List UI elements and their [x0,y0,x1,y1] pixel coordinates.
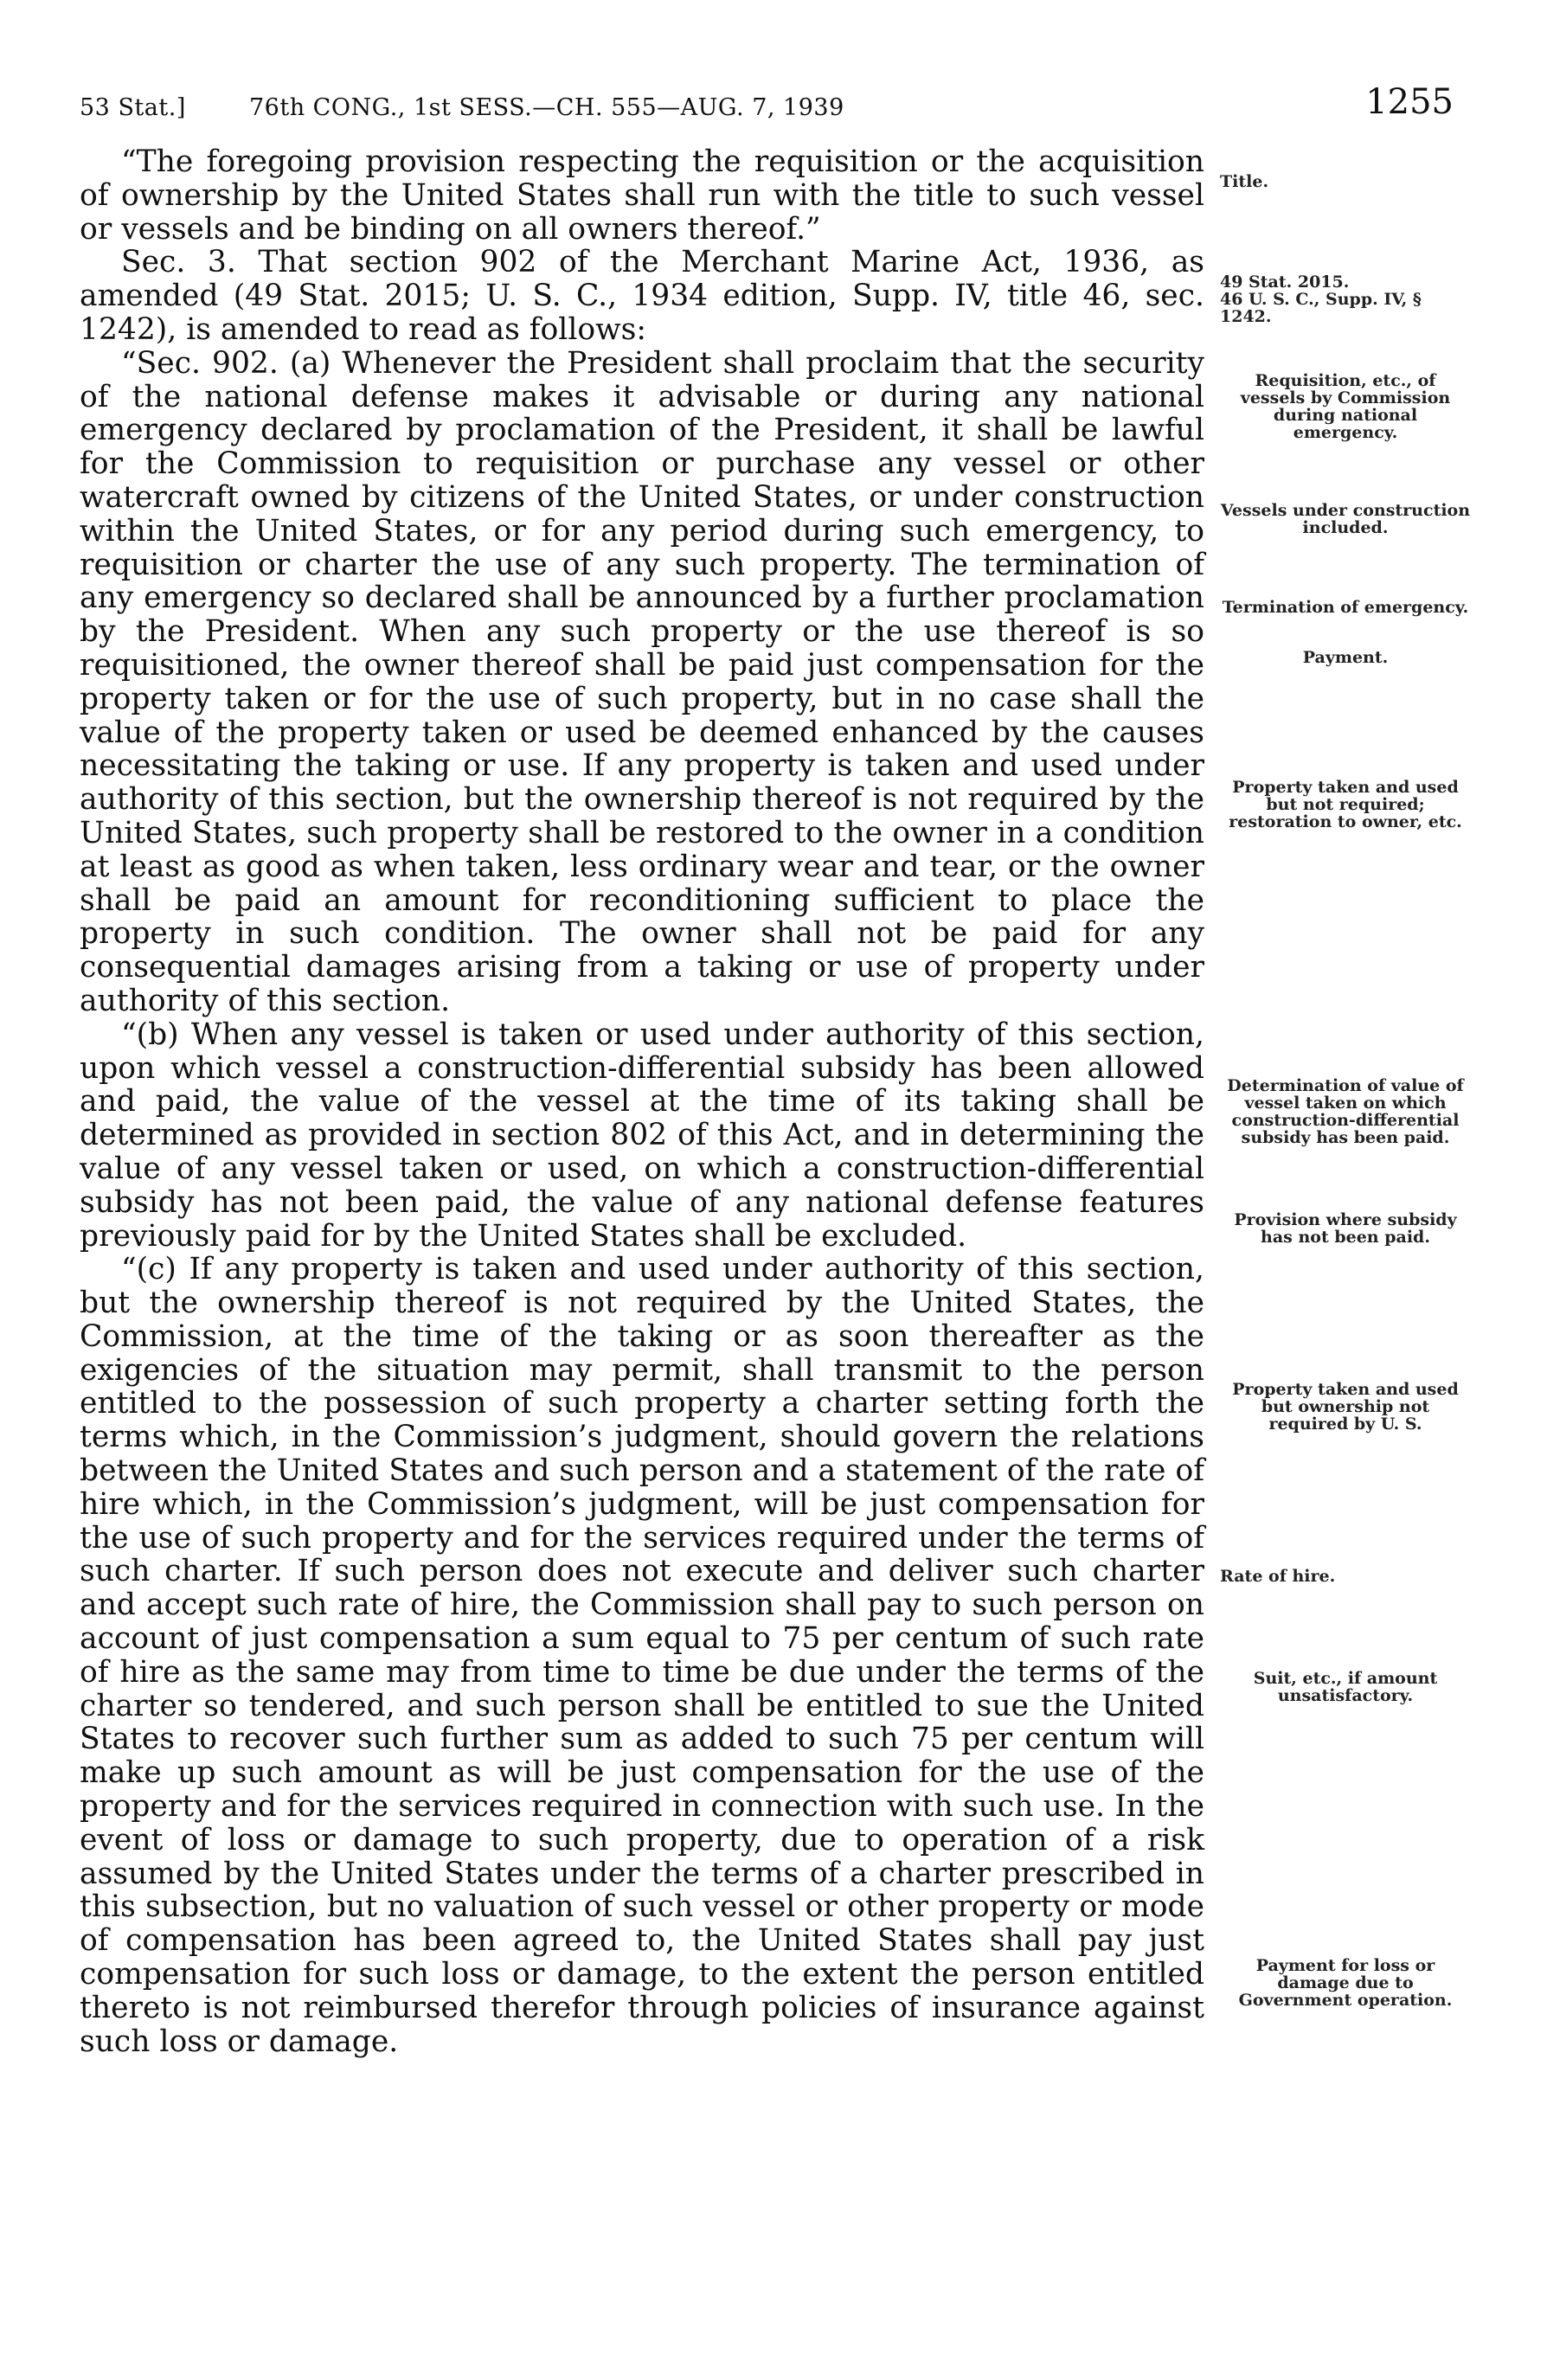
margin-note-subsidy-not-paid: Provision where subsidy has not been paid. [1234,1210,1457,1247]
page-number: 1255 [1365,82,1454,122]
page-header [80,82,1460,134]
paragraph-section-902-b: “(b) When any vessel is taken or used under authority of this section, upon which vessel a construction-differential subsidy has been allowed and paid, the value of the vessel at the time of its taking shall be determined as provided in section 802 of this Act, and in determining the value of any vessel taken or used, on which a construction-differential subsidy has not been paid, the value of any national defense features previously paid for by the United States shall be excluded. [80,1017,1204,1254]
margin-note-ownership-not-required: Property taken and used but ownership not required by U. S. [1232,1380,1459,1434]
paragraph-section-902-a: “Sec. 902. (a) Whenever the President shall proclaim that the security of the national defense makes it advisable or during any national emergency declared by proclamation of the President, it shall be lawful for the Commission to requisition or purchase any vessel or other watercraft owned by citizens of the United States, or under construction within the United States, or for any period during such emergency, to requisition or charter the use of any such property. The termination of any emergency so declared shall be announced by a further proclamation by the President. When any such property or the use thereof is so requisitioned, the owner thereof shall be paid just compensation for the property taken or for the use of such property, but in no case shall the value of the property taken or used be deemed enhanced by the causes necessitating the taking or use. If any property is taken and used under authority of this section, but the ownership thereof is not required by the United States, such property shall be restored to the owner in a condition at least as good as when taken, less ordinary wear and tear, or the owner shall be paid an amount for reconditioning sufficient to place the property in such condition. The owner shall not be paid for any consequential damages arising from a taking or use of property under authority of this section. [80,345,1204,1018]
margin-note-requisition: Requisition, etc., of vessels by Commission during national emergency. [1240,371,1451,442]
margin-note-property-restoration: Property taken and used but not required; restoration to owner, etc. [1229,778,1462,831]
margin-note-subsidy-paid: Determination of value of vessel taken on which construction-differential subsidy has been paid. [1227,1076,1464,1147]
main-text [80,145,1204,2058]
margin-note-termination: Termination of emergency. [1222,598,1469,617]
congress-session-line: 76th CONG., 1st SESS.—CH. 555—AUG. 7, 1939 [249,94,844,121]
margin-note-rate-of-hire: Rate of hire. [1220,1567,1336,1586]
margin-note-title: Title. [1220,172,1269,191]
paragraph-section-3: Sec. 3. That section 902 of the Merchant Marine Act, 1936, as amended (49 Stat. 2015; U. S. C., 1934 edition, Supp. IV, title 46, sec. 1242), is amended to read as follows: [80,245,1204,347]
margin-note-loss-damage: Payment for loss or damage due to Government operation. [1238,1956,1453,2010]
paragraph-title-provision: “The foregoing provision respecting the requisition or the acquisition of ownership by the United States shall run with the title to such vessel or vessels and be binding on all owners thereof.” [80,144,1204,247]
statute-reference: 53 Stat.] [80,94,186,121]
paragraph-section-902-c: “(c) If any property is taken and used under authority of this section, but the ownership thereof is not required by the United States, the Commission, at the time of the taking or as soon thereafter as the exigencies of the situation may permit, shall transmit to the person entitled to the possession of such property a charter setting forth the terms which, in the Commission’s judgment, should govern the relations between the United States and such person and a statement of the rate of hire which, in the Commission’s judgment, will be just compensation for the use of such property and for the services required under the terms of such charter. If such person does not execute and deliver such charter and accept such rate of hire, the Commission shall pay to such person on account of just compensation a sum equal to 75 per centum of such rate of hire as the same may from time to time be due under the terms of the charter so tendered, and such person shall be entitled to sue the United States to recover such further sum as added to such 75 per centum will make up such amount as will be just compensation for the use of the property and for the services required in connection with such use. In the event of loss or damage to such property, due to operation of a risk assumed by the United States under the terms of a charter prescribed in this subsection, but no valuation of such vessel or other property or mode of compensation has been agreed to, the United States shall pay just compensation for such loss or damage, to the extent the person entitled thereto is not reimbursed therefor through policies of insurance against such loss or damage. [80,1252,1204,2059]
margin-note-suit: Suit, etc., if amount unsatisfactory. [1253,1669,1438,1705]
margin-note-vessels-under-construction: Vessels under construction included. [1220,501,1471,537]
margin-note-payment: Payment. [1302,648,1389,667]
margin-note-citation: 49 Stat. 2015. 46 U. S. C., Supp. IV, § 1242. [1220,273,1422,326]
